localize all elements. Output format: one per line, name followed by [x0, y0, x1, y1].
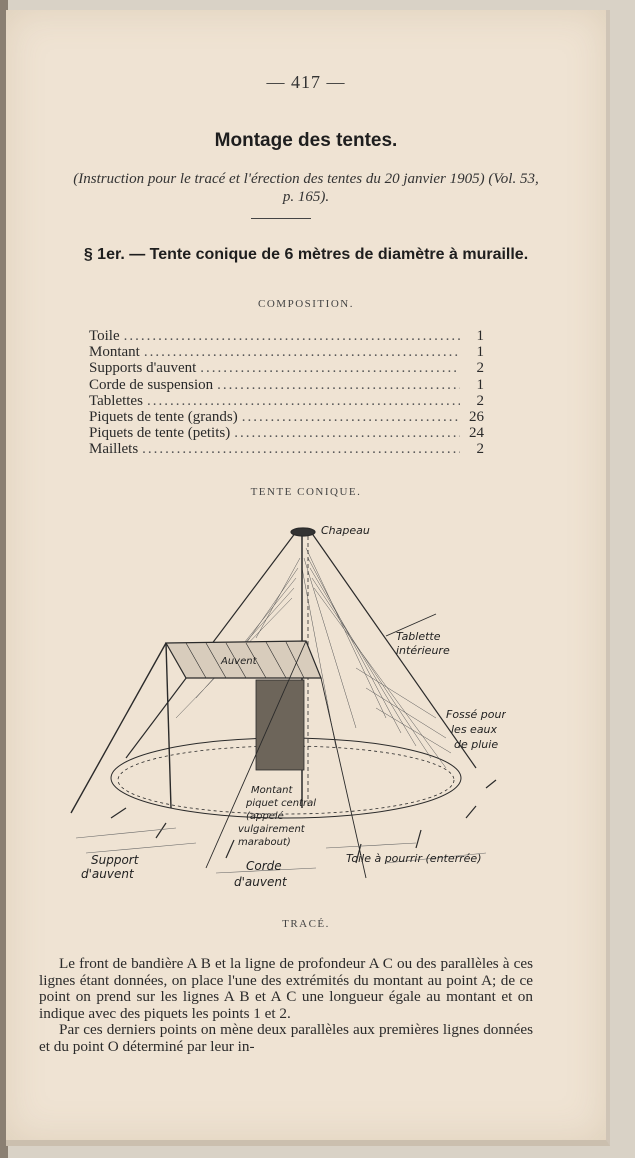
composition-item: Supports d'auvent: [89, 360, 197, 377]
leader-dots: [217, 377, 460, 393]
composition-heading: COMPOSITION.: [258, 298, 354, 310]
composition-qty: 2: [476, 392, 484, 409]
label-montant-2: piquet central: [246, 798, 316, 809]
label-montant-4: vulgairement: [238, 824, 305, 835]
composition-row: [89, 344, 484, 360]
label-support-1: Support: [91, 853, 139, 867]
composition-qty: 2: [476, 441, 484, 458]
conical-tent-illustration: [56, 518, 506, 898]
composition-item: Corde de suspension: [89, 376, 214, 393]
label-montant-1: Montant: [251, 785, 293, 796]
paragraph-2: Par ces derniers points on mène deux parallèles aux premières lignes données et du point O déterminé par leur in-: [39, 1021, 533, 1055]
leader-dots: [144, 344, 460, 360]
label-fosse-2: les eaux: [451, 723, 498, 736]
composition-row: [89, 441, 484, 457]
composition-qty: 1: [476, 344, 484, 361]
leader-dots: [147, 393, 460, 409]
composition-row: [89, 409, 484, 425]
label-fosse-3: de pluie: [454, 738, 499, 751]
paragraph-1: Le front de bandière A B et la ligne de profondeur A C ou des parallèles à ces lignes étant données, on place l'une des extrémités du montant au point A; de ce point on prend sur les lignes A B et A C une longueur égale au montant et on indique avec des piquets les points 1 et 2.: [39, 955, 533, 1022]
trace-heading: TRACÉ.: [282, 918, 330, 930]
separator-rule: [251, 218, 311, 219]
composition-qty: 1: [476, 328, 484, 344]
page-number: — 417 —: [266, 72, 346, 92]
book-page: [6, 10, 610, 1146]
composition-row: [89, 393, 484, 409]
composition-qty: 1: [476, 376, 484, 393]
page-title: Montage des tentes.: [214, 130, 398, 151]
label-corde-1: Corde: [246, 859, 282, 873]
section-heading: § 1er. — Tente conique de 6 mètres de diamètre à muraille.: [83, 246, 529, 263]
label-montant-3: (appelé: [246, 811, 284, 822]
composition-row: [89, 425, 484, 441]
label-tablette-2: intérieure: [396, 644, 450, 657]
composition-item: Maillets: [89, 441, 139, 458]
trace-text: [39, 956, 533, 1056]
leader-dots: [242, 409, 460, 425]
leader-dots: [124, 328, 460, 344]
label-auvent: Auvent: [221, 656, 257, 667]
label-toile: Toile à pourrir (enterrée): [346, 852, 482, 865]
composition-row: [89, 328, 484, 344]
label-corde-2: d'auvent: [234, 875, 287, 889]
composition-qty: 2: [476, 360, 484, 377]
instruction-reference: (Instruction pour le tracé et l'érection des tentes du 20 janvier 1905) (Vol. 53, p. 165).: [73, 171, 539, 205]
composition-row: [89, 377, 484, 393]
label-fosse-1: Fossé pour: [446, 708, 506, 721]
composition-item: Piquets de tente (grands): [89, 408, 238, 425]
figure-heading: TENTE CONIQUE.: [250, 486, 362, 498]
composition-item: Toile: [89, 328, 120, 344]
composition-item: Piquets de tente (petits): [89, 425, 231, 442]
composition-item: Tablettes: [89, 392, 143, 409]
label-montant-5: marabout): [238, 837, 291, 848]
leader-dots: [200, 360, 460, 376]
leader-dots: [142, 441, 460, 457]
composition-qty: 26: [469, 408, 484, 425]
composition-row: [89, 360, 484, 376]
label-tablette: Tablette: [396, 630, 441, 643]
leader-dots: [234, 425, 460, 441]
composition-item: Montant: [89, 344, 140, 361]
composition-qty: 24: [469, 425, 484, 442]
composition-list: [89, 328, 484, 458]
label-support-2: d'auvent: [81, 867, 134, 881]
label-chapeau: Chapeau: [321, 524, 370, 537]
